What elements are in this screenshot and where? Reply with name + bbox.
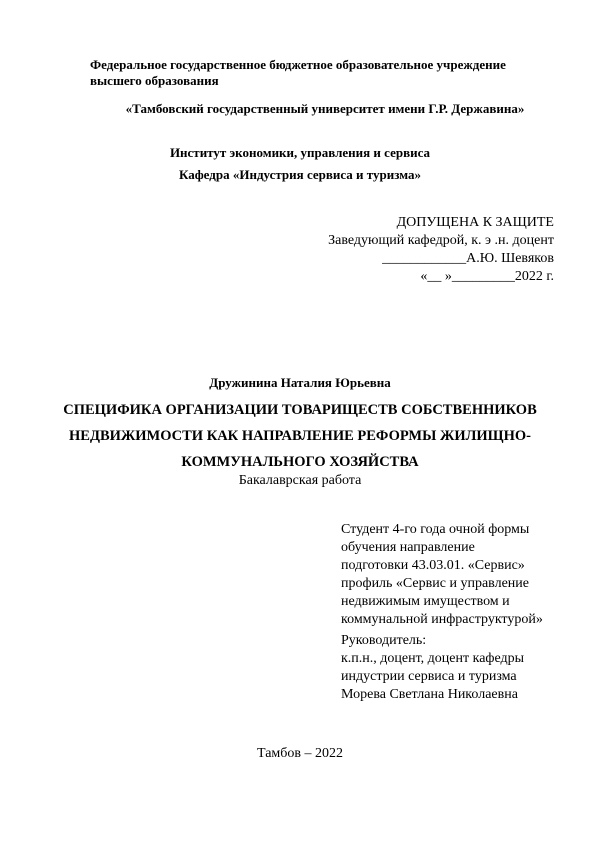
supervisor-label: Руководитель: <box>341 633 427 648</box>
approval-date: «__ »_________2022 г. <box>420 269 554 284</box>
institute-name: Институт экономики, управления и сервиса <box>169 145 431 160</box>
student-info <box>341 521 581 629</box>
work-title-line-2: НЕДВИЖИМОСТИ КАК НАПРАВЛЕНИЕ РЕФОРМЫ ЖИЛИЩНО- <box>69 428 531 444</box>
student-line-1: Студент 4-го года очной формы <box>341 522 530 537</box>
student-line-4: профиль «Сервис и управление <box>341 576 529 591</box>
organization-name <box>90 57 560 89</box>
org-line-2: высшего образования <box>90 73 219 88</box>
author-name: Дружинина Наталия Юрьевна <box>209 375 391 390</box>
org-line-1: Федеральное государственное бюджетное образовательное учреждение <box>90 57 506 72</box>
supervisor-info <box>341 632 581 704</box>
student-line-6: коммунальной инфраструктурой» <box>341 612 543 627</box>
work-title <box>40 397 560 475</box>
supervisor-line-1: к.п.н., доцент, доцент кафедры <box>341 651 525 666</box>
work-title-line-3: КОММУНАЛЬНОГО ХОЗЯЙСТВА <box>181 454 419 470</box>
student-line-3: подготовки 43.03.01. «Сервис» <box>341 558 525 573</box>
student-line-5: недвижимым имуществом и <box>341 594 510 609</box>
university-name: «Тамбовский государственный университет имени Г.Р. Державина» <box>125 101 525 116</box>
approval-block <box>260 214 554 286</box>
approval-title: ДОПУЩЕНА К ЗАЩИТЕ <box>396 215 554 230</box>
student-line-2: обучения направление <box>341 540 475 555</box>
work-title-line-1: СПЕЦИФИКА ОРГАНИЗАЦИИ ТОВАРИЩЕСТВ СОБСТВЕННИКОВ <box>63 402 537 418</box>
city-year: Тамбов – 2022 <box>256 746 343 761</box>
approval-signature: ____________А.Ю. Шевяков <box>382 251 554 266</box>
work-type: Бакалаврская работа <box>238 473 362 488</box>
approval-position: Заведующий кафедрой, к. э .н. доцент <box>328 233 554 248</box>
department-name: Кафедра «Индустрия сервиса и туризма» <box>178 167 422 182</box>
supervisor-line-2: индустрии сервиса и туризма <box>341 669 517 684</box>
supervisor-line-3: Морева Светлана Николаевна <box>341 687 518 702</box>
